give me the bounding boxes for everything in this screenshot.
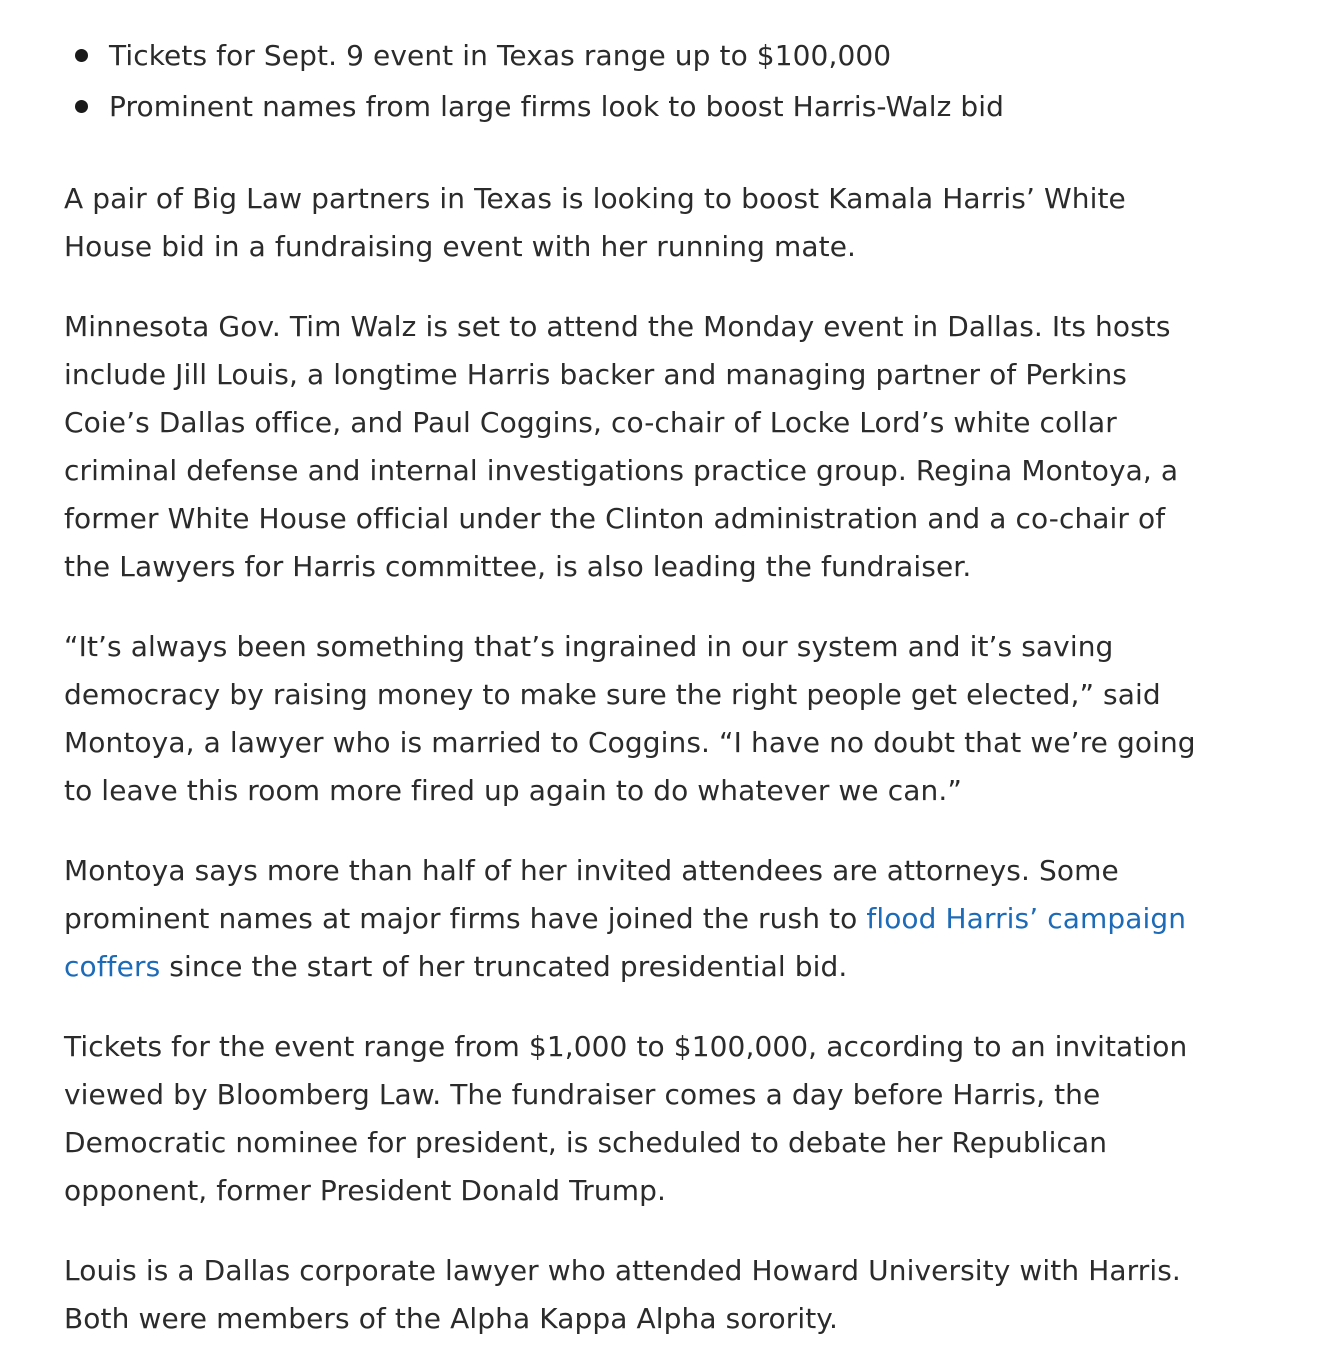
- campaign-coffers-link-continued[interactable]: coffers: [64, 950, 161, 983]
- campaign-coffers-link[interactable]: flood Harris’ campaign: [866, 902, 1187, 935]
- bullet-dot-icon: [75, 49, 88, 62]
- summary-bullet-item: [64, 30, 1266, 81]
- paragraph-line: [64, 943, 1266, 991]
- paragraph-line: House bid in a fundraising event with her running mate.: [64, 230, 857, 263]
- paragraph-text-segment: prominent names at major firms have joined the rush to: [64, 902, 867, 935]
- paragraph-line: Tickets for the event range from $1,000 to $100,000, according to an invitation: [64, 1030, 1188, 1063]
- paragraph-line: “It’s always been something that’s ingrained in our system and it’s saving: [64, 630, 1114, 663]
- paragraph-line: opponent, former President Donald Trump.: [64, 1174, 666, 1207]
- paragraph-text-segment: since the start of her truncated presidential bid.: [160, 950, 848, 983]
- paragraph-quote: [64, 623, 1266, 815]
- paragraph-line: Coie’s Dallas office, and Paul Coggins, co-chair of Locke Lord’s white collar: [64, 406, 1117, 439]
- paragraph-line: include Jill Louis, a longtime Harris backer and managing partner of Perkins: [64, 358, 1127, 391]
- paragraph-line: criminal defense and internal investigations practice group. Regina Montoya, a: [64, 454, 1179, 487]
- summary-bullets: [64, 30, 1266, 132]
- summary-bullet-text: Prominent names from large firms look to boost Harris-Walz bid: [109, 90, 1005, 123]
- paragraph-line: Both were members of the Alpha Kappa Alpha sorority.: [64, 1302, 838, 1335]
- paragraph-line: Montoya, a lawyer who is married to Coggins. “I have no doubt that we’re going: [64, 726, 1196, 759]
- paragraph-line: Minnesota Gov. Tim Walz is set to attend the Monday event in Dallas. Its hosts: [64, 310, 1171, 343]
- paragraph-line: viewed by Bloomberg Law. The fundraiser comes a day before Harris, the: [64, 1078, 1101, 1111]
- summary-bullet-text: Tickets for Sept. 9 event in Texas range up to $100,000: [109, 39, 892, 72]
- paragraph-line: A pair of Big Law partners in Texas is looking to boost Kamala Harris’ White: [64, 182, 1126, 215]
- paragraph-line: Louis is a Dallas corporate lawyer who attended Howard University with Harris.: [64, 1254, 1181, 1287]
- paragraph-louis-bio: [64, 1247, 1266, 1343]
- paragraph-line: Democratic nominee for president, is scheduled to debate her Republican: [64, 1126, 1108, 1159]
- paragraph-line: Montoya says more than half of her invited attendees are attorneys. Some: [64, 854, 1119, 887]
- paragraph-hosts: [64, 303, 1266, 591]
- summary-bullet-item: [64, 81, 1266, 132]
- paragraph-line: to leave this room more fired up again to do whatever we can.”: [64, 774, 962, 807]
- paragraph-tickets: [64, 1023, 1266, 1215]
- paragraph-attendees: [64, 847, 1266, 991]
- paragraph-intro: [64, 175, 1266, 271]
- paragraph-line: the Lawyers for Harris committee, is also leading the fundraiser.: [64, 550, 972, 583]
- bullet-dot-icon: [75, 100, 88, 113]
- paragraph-line: former White House official under the Clinton administration and a co-chair of: [64, 502, 1166, 535]
- paragraph-line: democracy by raising money to make sure the right people get elected,” said: [64, 678, 1161, 711]
- paragraph-line: [64, 895, 1266, 943]
